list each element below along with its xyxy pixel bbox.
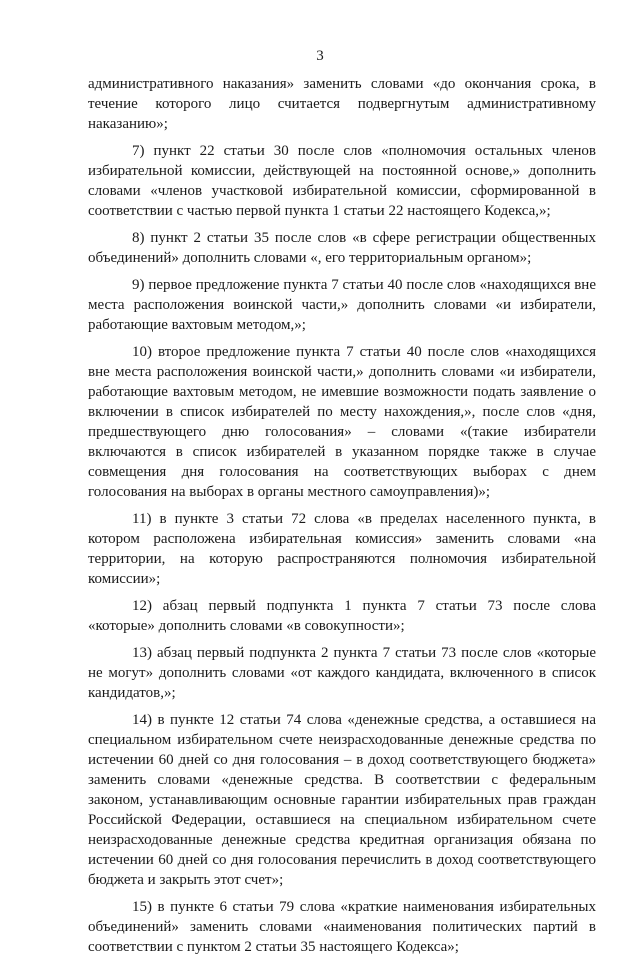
paragraph-item-15: 15) в пункте 6 статьи 79 слова «краткие наименования избирательных объединений» заменить словами «наименования политических партий в соответствии с пунктом 2 статьи 35 настоящего Кодекса»; bbox=[88, 899, 596, 955]
paragraph-item-9: 9) первое предложение пункта 7 статьи 40 после слов «находящихся вне места расположения воинской части,» дополнить словами «и избиратели, работающие вахтовым методом,»; bbox=[88, 277, 596, 333]
paragraph-item-8: 8) пункт 2 статьи 35 после слов «в сфере регистрации общественных объединений» дополнить словами «, его территориальным органом»; bbox=[88, 230, 596, 266]
paragraph-item-10: 10) второе предложение пункта 7 статьи 40 после слов «находящихся вне места расположения воинской части,» дополнить словами «и избиратели, работающие вахтовым методом, не имевшие возможности подать заявление о включении в список избирателей по месту нахождения,», после слов «дня, предшествующего дню голосования» – словами «(такие избиратели включаются в список избирателей в указанном порядке также в случае совмещения дня голосования на соответствующих выборах с днем голосования на выборах в органы местного самоуправления)»; bbox=[88, 344, 596, 500]
paragraph-item-14: 14) в пункте 12 статьи 74 слова «денежные средства, а оставшиеся на специальном избирательном счете неизрасходованные денежные средства по истечении 60 дней со дня голосования – в доход соответствующего бюджета» заменить словами «денежные средства. В соответствии с федеральным законом, устанавливающим основные гарантии избирательных прав граждан Российской Федерации, оставшиеся на специальном избирательном счете неизрасходованные денежные средства кредитная организация обязана по истечении 60 дней со дня голосования перечислить в доход соответствующего бюджета и закрыть этот счет»; bbox=[88, 712, 596, 888]
paragraph-item-12: 12) абзац первый подпункта 1 пункта 7 статьи 73 после слова «которые» дополнить словами «в совокупности»; bbox=[88, 598, 596, 634]
paragraph-continuation: административного наказания» заменить словами «до окончания срока, в течение которого лицо считается подвергнутым административному наказанию»; bbox=[88, 76, 596, 132]
page-number: 3 bbox=[316, 48, 324, 64]
document-body bbox=[88, 74, 596, 964]
paragraph-item-13: 13) абзац первый подпункта 2 пункта 7 статьи 73 после слов «которые не могут» дополнить словами «от каждого кандидата, включенного в список кандидатов,»; bbox=[88, 645, 596, 701]
paragraph-item-7: 7) пункт 22 статьи 30 после слов «полномочия остальных членов избирательной комиссии, действующей на постоянной основе,» дополнить словами «членов участковой избирательной комиссии, сформированной в соответствии с частью первой пункта 1 статьи 22 настоящего Кодекса,»; bbox=[88, 143, 596, 219]
paragraph-item-11: 11) в пункте 3 статьи 72 слова «в пределах населенного пункта, в котором расположена избирательная комиссия» заменить словами «на территории, на которую распространяются полномочия избирательной комиссии»; bbox=[88, 511, 596, 587]
